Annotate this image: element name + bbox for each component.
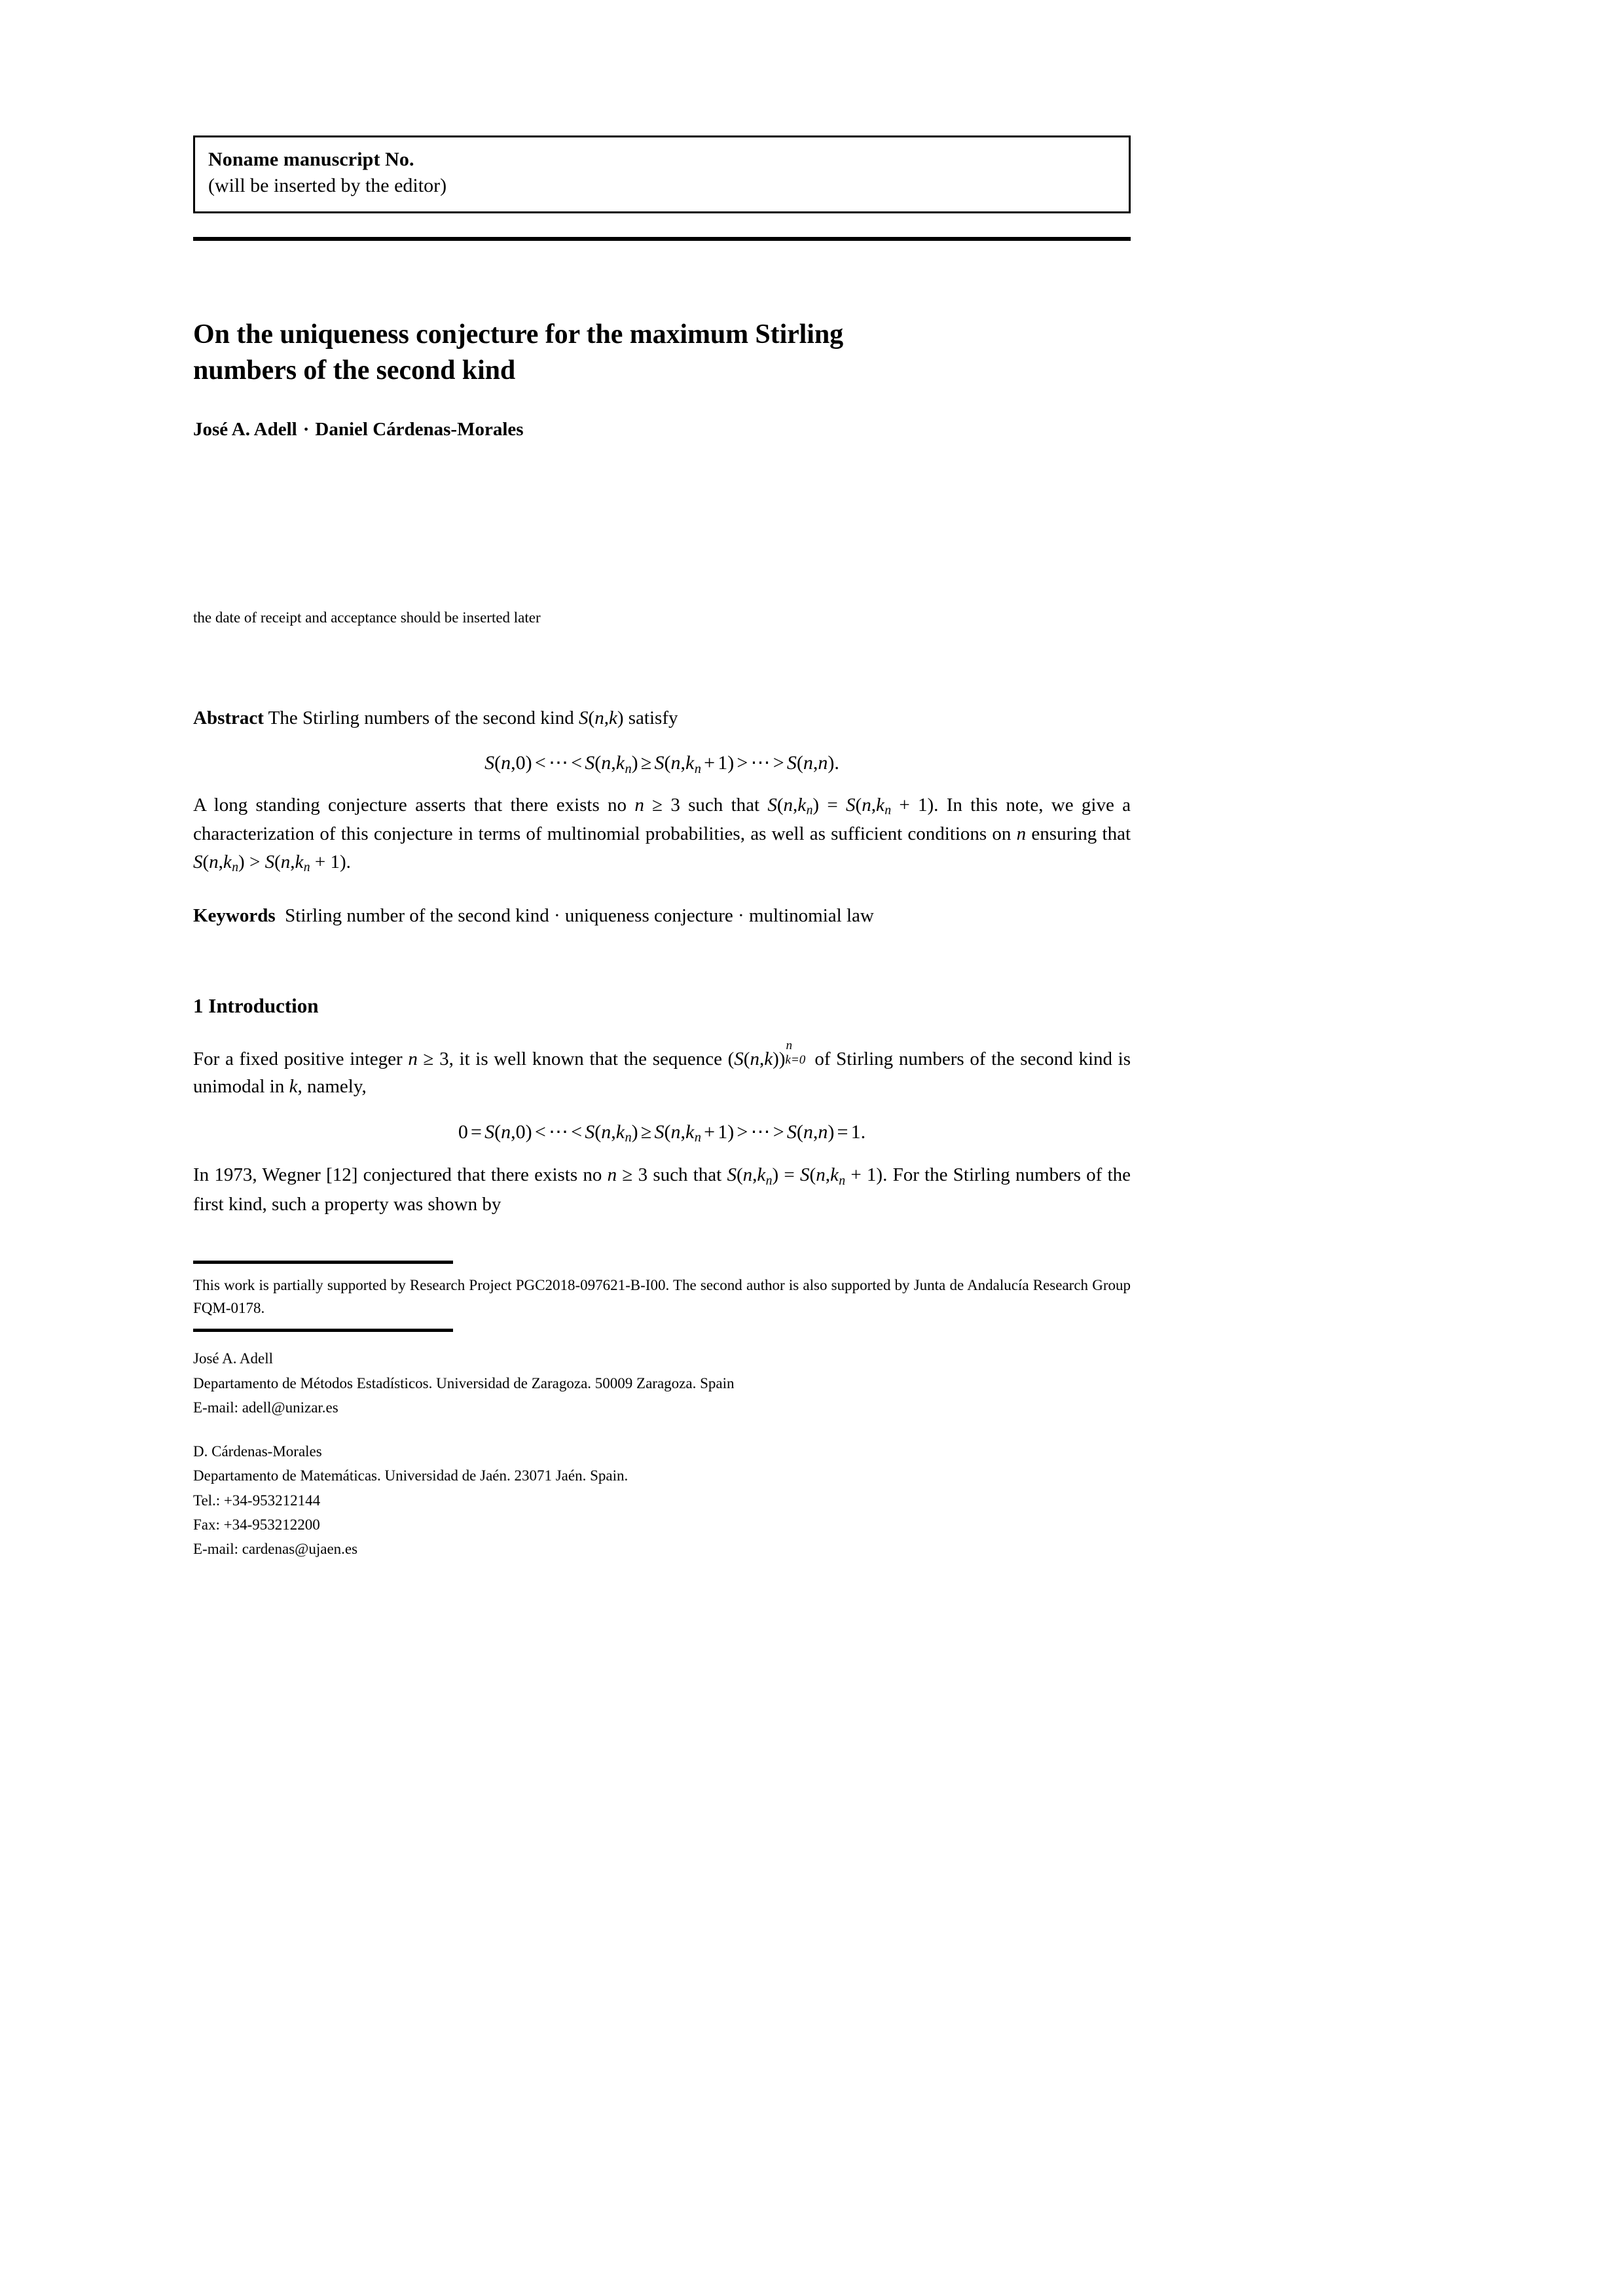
funding-note: This work is partially supported by Research Project PGC2018-097621-B-I00. The second author is also supported by Junta de Andalucía Research Group FQM-0178. xyxy=(193,1276,1131,1316)
author-second: Daniel Cárdenas-Morales xyxy=(315,419,524,440)
receipt-date-note: the date of receipt and acceptance should be inserted later xyxy=(193,609,541,626)
page-title-line-1: On the uniqueness conjecture for the maximum Stirling xyxy=(193,319,843,350)
section1-paragraph-1: For a fixed positive integer n ≥ 3, it is well known that the sequence (S(n,k)) n k=0 of Stirling numbers of the second kind is unimodal in k, namely, xyxy=(193,1038,1131,1098)
abstract-body: A long standing conjecture asserts that there exists no n ≥ 3 such that S(n,kn) = S(n,kn + 1). In this note, we give a characterization of this conjecture in terms of multinomial probabilities, as well as sufficient conditions on n ensuring that S(n,kn) > S(n,kn + 1). xyxy=(193,794,1131,875)
manuscript-number-label: Noname manuscript No. xyxy=(208,149,414,170)
keyword-separator-0: · xyxy=(553,905,560,927)
abstract-intro-tail: satisfy xyxy=(623,707,678,728)
keyword-item-1: uniqueness conjecture xyxy=(564,905,733,927)
keyword-item-2: multinomial law xyxy=(748,905,874,927)
keyword-item-0: Stirling number of the second kind xyxy=(285,905,549,927)
affiliation-block-author-1 xyxy=(193,1346,1131,1420)
affiliation-department-1: Departamento de Métodos Estadísticos. Universidad de Zaragoza. 50009 Zaragoza. Spain xyxy=(193,1374,735,1391)
content-column xyxy=(193,0,1131,1561)
manuscript-header-box xyxy=(193,135,1131,213)
page-title xyxy=(193,317,1131,388)
header-divider-rule xyxy=(193,237,1131,241)
footnote-rule-bottom xyxy=(193,1329,453,1332)
abstract-display-equation: S(n,0) < ⋯ < S(n,kn) ≥ S(n,kn + 1) > ⋯ > S(n,n). xyxy=(484,752,839,776)
affiliation-tel-2: Tel.: +34-953212144 xyxy=(193,1492,321,1509)
footnote-rule-top xyxy=(193,1261,453,1264)
section1-display-equation: 0 = S(n,0) < ⋯ < S(n,kn) ≥ S(n,kn + 1) > ⋯ > S(n,n) = 1. xyxy=(458,1121,866,1145)
abstract-intro-text: The Stirling numbers of the second kind xyxy=(263,707,579,728)
section1-paragraph-2: In 1973, Wegner [12] conjectured that there exists no n ≥ 3 such that S(n,kn) = S(n,kn + 1). For the Stirling numbers of the first kind, such a property was shown by xyxy=(193,1164,1131,1215)
affiliation-email-1: E-mail: adell@unizar.es xyxy=(193,1399,338,1416)
affiliation-block-author-2 xyxy=(193,1439,1131,1561)
abstract-label: Abstract xyxy=(193,707,264,728)
affiliation-email-2: E-mail: cardenas@ujaen.es xyxy=(193,1541,358,1558)
abstract-intro-math: S(n,k) xyxy=(579,707,624,728)
affiliation-name-2: D. Cárdenas-Morales xyxy=(193,1443,322,1460)
section-heading-introduction: 1 Introduction xyxy=(193,994,319,1017)
manuscript-number-note: (will be inserted by the editor) xyxy=(208,174,447,196)
affiliation-department-2: Departamento de Matemáticas. Universidad de Jaén. 23071 Jaén. Spain. xyxy=(193,1467,629,1484)
abstract-heading-line xyxy=(193,705,1131,732)
footnote-area xyxy=(193,1261,1131,1562)
author-first: José A. Adell xyxy=(193,419,297,440)
keywords-block xyxy=(193,902,1131,929)
keyword-separator-1: · xyxy=(738,905,744,927)
author-list xyxy=(193,418,1131,442)
author-separator-dot: · xyxy=(302,419,310,440)
affiliation-fax-2: Fax: +34-953212200 xyxy=(193,1516,320,1533)
page-title-line-2: numbers of the second kind xyxy=(193,355,516,386)
keywords-label: Keywords xyxy=(193,905,276,927)
affiliation-name-1: José A. Adell xyxy=(193,1350,274,1367)
